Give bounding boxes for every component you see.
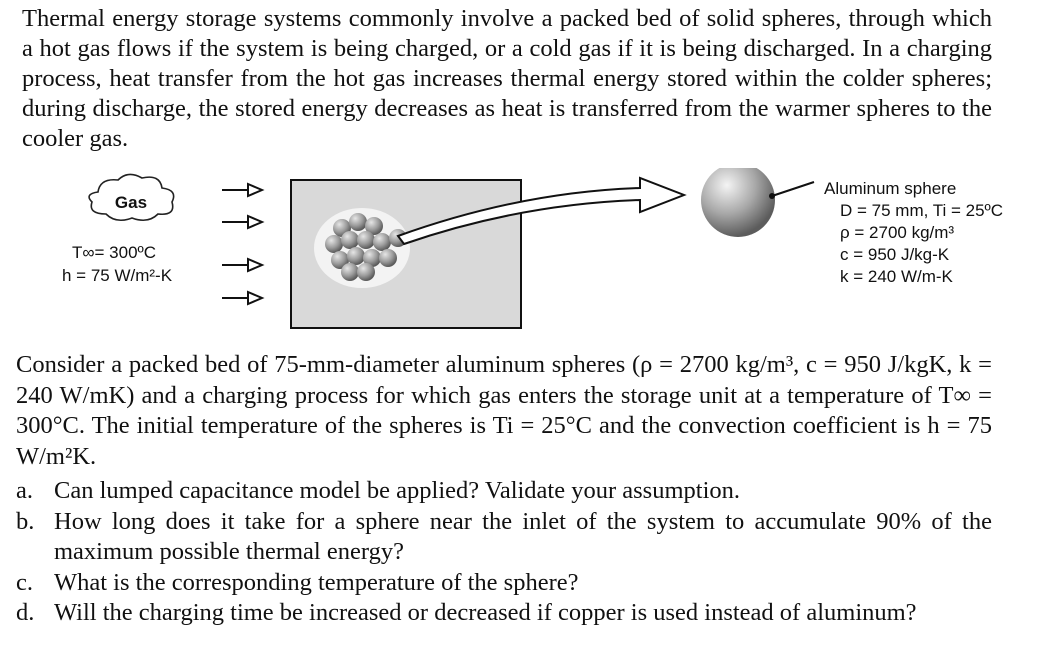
question-item xyxy=(16,507,992,568)
flow-arrows-icon xyxy=(222,184,262,304)
question-item xyxy=(16,598,992,629)
aluminum-sphere-icon xyxy=(701,168,775,237)
packed-spheres-icon xyxy=(314,208,410,288)
sphere-leader-line xyxy=(772,182,814,196)
question-text: What is the corresponding temperature of the sphere? xyxy=(54,568,579,596)
gas-cloud-icon xyxy=(89,174,174,220)
gas-temperature: T∞= 300ºC xyxy=(72,243,157,262)
sphere-prop-1: D = 75 mm, Ti = 25ºC xyxy=(840,201,1004,220)
sphere-prop-4: k = 240 W/m-K xyxy=(840,267,953,286)
question-item xyxy=(16,476,992,507)
gas-convection-coefficient: h = 75 W/m²-K xyxy=(62,266,173,285)
sphere-title: Aluminum sphere xyxy=(824,179,957,198)
gas-label: Gas xyxy=(114,193,148,212)
intro-paragraph: Thermal energy storage systems commonly involve a packed bed of solid spheres, through which a hot gas flows if the system is being charged, or a cold gas if it is being discharged. In a charging process, heat transfer from the hot gas increases thermal energy stored within the colder spheres; during discharge, the stored energy decreases as heat is transferred from the warmer spheres to the cooler gas. xyxy=(22,5,992,152)
problem-paragraph: Consider a packed bed of 75-mm-diameter aluminum spheres (ρ = 2700 kg/m³, c = 950 J/kgK, k = 240 W/mK) and a charging process for which gas enters the storage unit at a temperature of T∞ = 300°C. The initial temperature of the spheres is Ti = 25°C and the convection coefficient is h = 75 W/m²K. xyxy=(16,351,992,470)
question-label: d. xyxy=(16,599,35,626)
sphere-prop-3: c = 950 J/kg-K xyxy=(840,245,950,264)
question-item xyxy=(16,568,992,599)
question-text: Will the charging time be increased or decreased if copper is used instead of aluminum? xyxy=(54,599,917,626)
question-text: How long does it take for a sphere near the inlet of the system to accumulate 90% of the maximum possible thermal energy? xyxy=(54,507,992,565)
question-label: b. xyxy=(16,507,35,535)
question-text: Can lumped capacitance model be applied? Validate your assumption. xyxy=(54,477,741,504)
question-label: c. xyxy=(16,568,33,596)
sphere-prop-2: ρ = 2700 kg/m³ xyxy=(840,223,955,242)
packed-bed-figure xyxy=(0,168,1042,340)
question-list xyxy=(16,476,992,629)
question-label: a. xyxy=(16,477,33,504)
